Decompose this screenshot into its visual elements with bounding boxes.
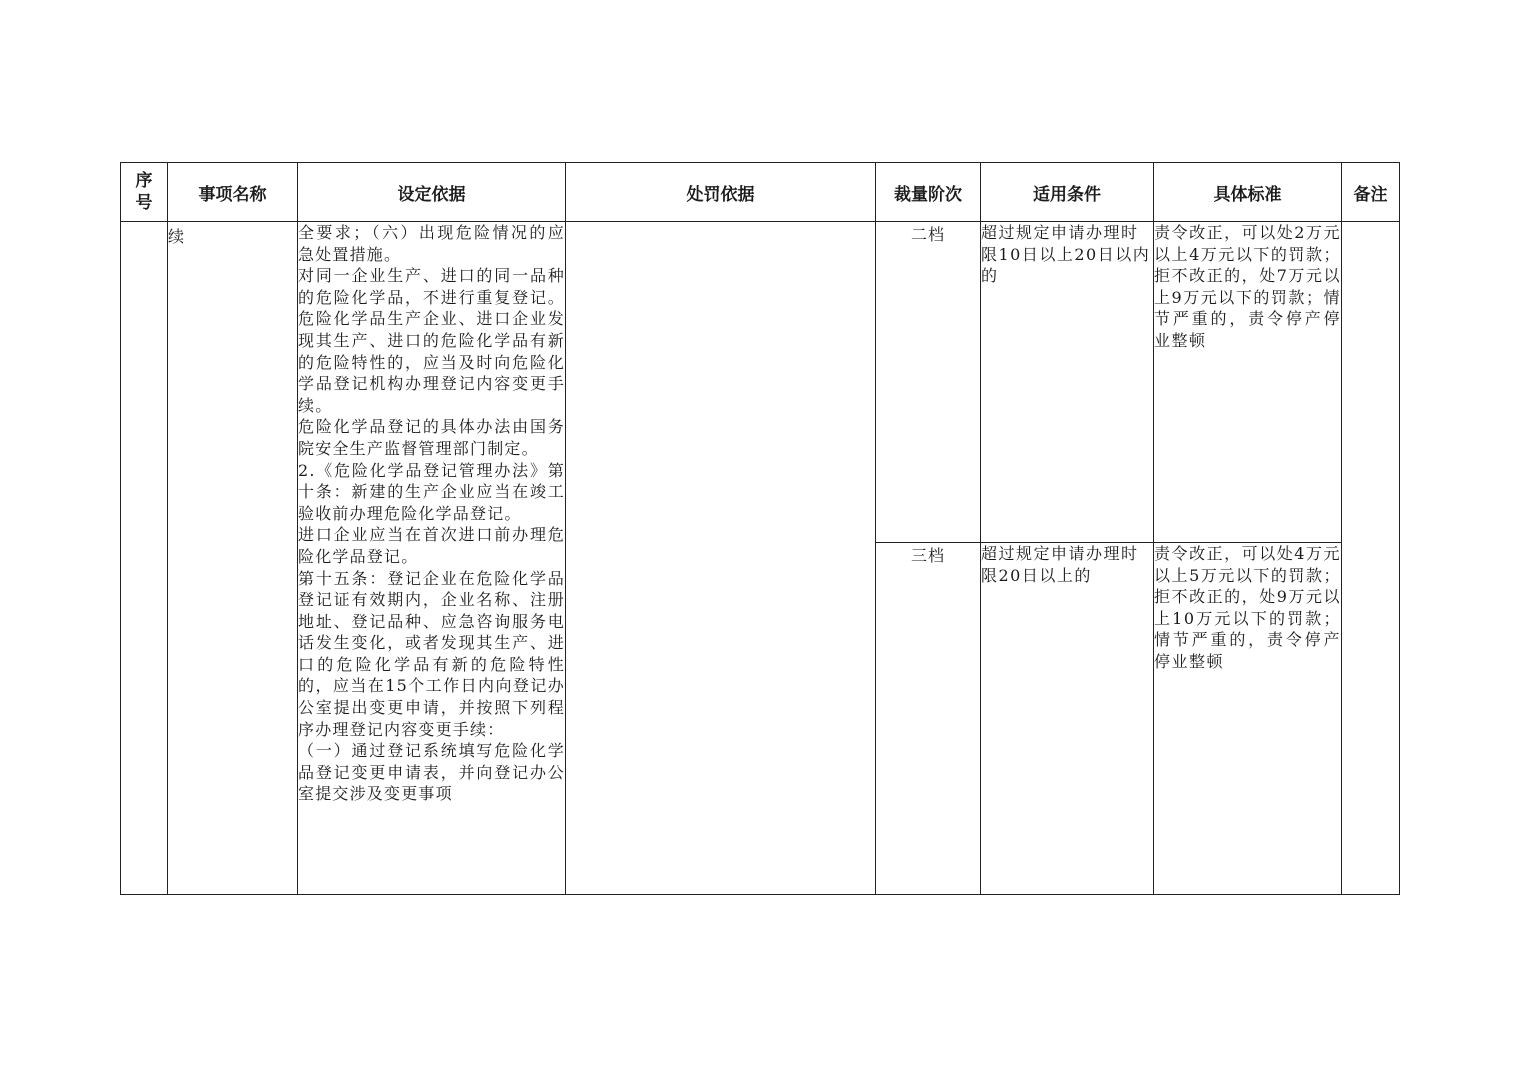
header-applicable-condition: 适用条件 [981, 163, 1154, 222]
header-item-name: 事项名称 [168, 163, 298, 222]
item-name-continued: 续 [168, 227, 185, 246]
basis-paragraph: 2.《危险化学品登记管理办法》第十条：新建的生产企业应当在竣工验收前办理危险化学品登记。 [298, 460, 565, 523]
cell-standard-3: 责令改正，可以处4万元以上5万元以下的罚款；拒不改正的，处9万元以上10万元以下的罚款；情节严重的，责令停产停业整顿 [1154, 543, 1342, 895]
cell-item-name [168, 222, 298, 895]
discretion-standard-table [120, 162, 1400, 895]
basis-paragraph: 危险化学品登记的具体办法由国务院安全生产监督管理部门制定。 [298, 417, 565, 458]
cell-standard-2: 责令改正，可以处2万元以上4万元以下的罚款；拒不改正的，处7万元以上9万元以下的罚款；情节严重的，责令停产停业整顿 [1154, 222, 1342, 543]
basis-paragraph: 全要求；（六）出现危险情况的应急处置措施。 [298, 223, 565, 264]
cell-setting-basis [298, 222, 566, 895]
cell-remark [1342, 222, 1400, 895]
header-remark: 备注 [1342, 163, 1400, 222]
cell-penalty-basis [566, 222, 876, 895]
basis-paragraph: 进口企业应当在首次进口前办理危险化学品登记。 [298, 525, 565, 566]
table-row [121, 222, 1400, 543]
cell-seq [121, 222, 168, 895]
cell-condition-2: 超过规定申请办理时限10日以上20日以内的 [981, 222, 1154, 543]
header-setting-basis: 设定依据 [298, 163, 566, 222]
cell-tier-2: 二档 [876, 222, 981, 543]
basis-paragraph: 第十五条：登记企业在危险化学品登记证有效期内，企业名称、注册地址、登记品种、应急咨询服务电话发生变化，或者发现其生产、进口的危险化学品有新的危险特性的，应当在15个工作日内向登记办公室提出变更申请，并按照下列程序办理登记内容变更手续： [298, 568, 565, 739]
table-header-row [121, 163, 1400, 222]
header-discretion-tier: 裁量阶次 [876, 163, 981, 222]
cell-tier-3: 三档 [876, 543, 981, 895]
header-seq: 序号 [121, 163, 168, 222]
header-specific-standard: 具体标准 [1154, 163, 1342, 222]
basis-paragraph: （一）通过登记系统填写危险化学品登记变更申请表，并向登记办公室提交涉及变更事项 [298, 741, 565, 804]
header-penalty-basis: 处罚依据 [566, 163, 876, 222]
cell-condition-3: 超过规定申请办理时限20日以上的 [981, 543, 1154, 895]
basis-paragraph: 对同一企业生产、进口的同一品种的危险化学品，不进行重复登记。危险化学品生产企业、进口企业发现其生产、进口的危险化学品有新的危险特性的，应当及时向危险化学品登记机构办理登记内容变更手续。 [298, 266, 565, 415]
